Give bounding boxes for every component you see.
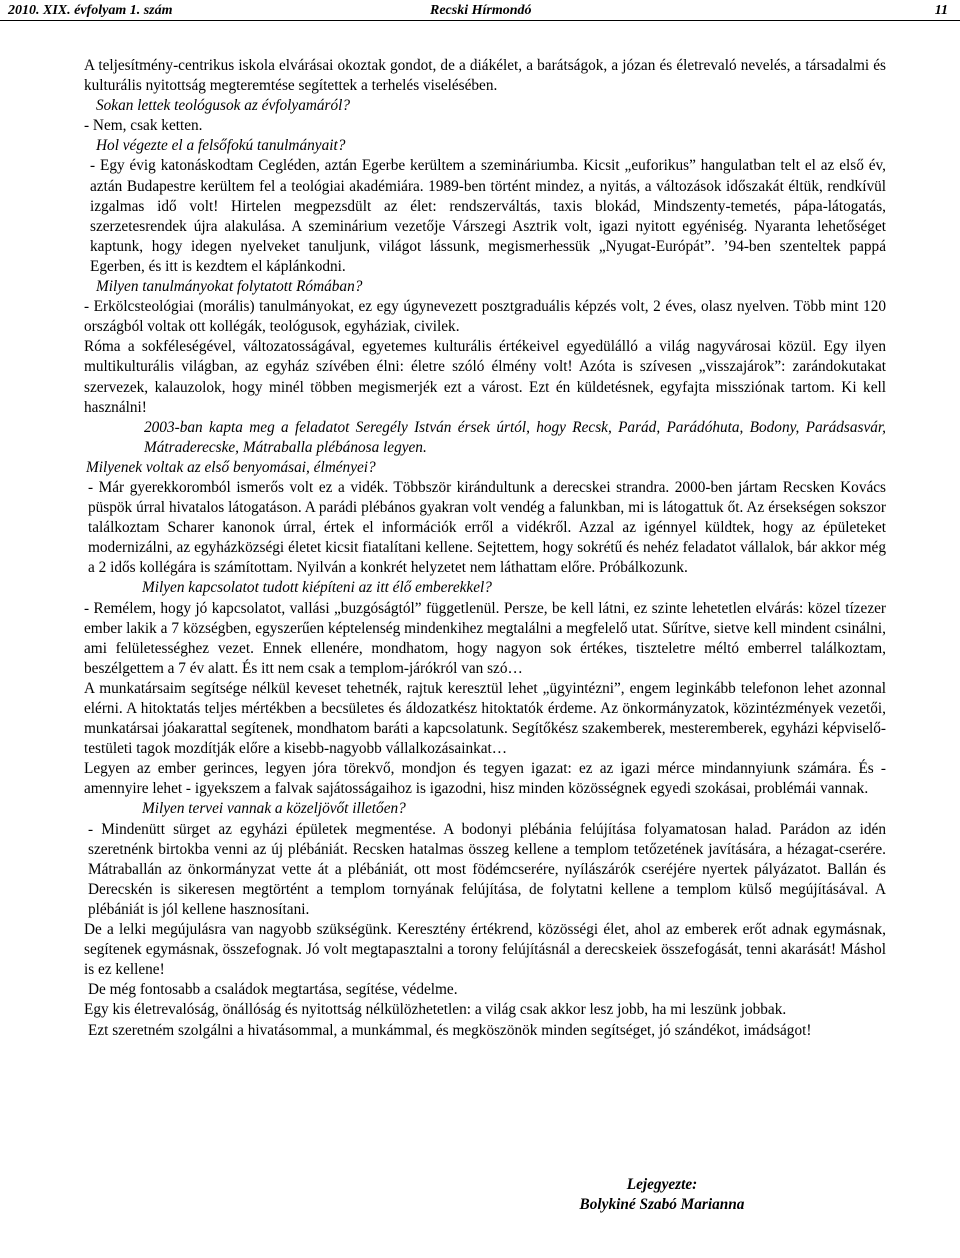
issue-label: 2010. XIX. évfolyam 1. szám <box>8 3 173 18</box>
article-body <box>84 40 886 1041</box>
answer: - Már gyerekkoromból ismerős volt ez a vidék. Többször kirándultunk a derecskei strandra. 2000-ben jártam Recsken Kovács püspök úrral hivatalos látogatáson. A parádi plébános gyakran volt vendég a falunkban, mi is látogattuk őt. Az érsekségen sokszor találkoztam Scharer kanonok úrral, értek el információk erről a vidékről. Azzal az igénnyel küldtek, hogy az épületeket modernizálni, az egyházközségi életet kicsit fiatalítani kellene. Sejtettem, hogy sokrétű és nehéz feladatot vállalok, bár akkor még a 2 idős kollégára is számítottam. Nyilván a konkrét helyzetet nem láthattam előre. Próbálkozunk. <box>88 478 886 577</box>
paragraph: De még fontosabb a családok megtartása, segítése, védelme. <box>88 981 458 999</box>
question: Milyen tervei vannak a közeljövőt illetően? <box>142 800 406 818</box>
answer: - Mindenütt sürget az egyházi épületek megmentése. A bodonyi plébánia felújítása folyamatosan halad. Parádon az idén szeretnénk birtokba venni az új plébániát. Recsken hatalmas összeg kellene a templom tetőzetének javítására, a hézagat-cserére. Mátraballán az önkormányzat vette át a plébániát, ott most födémcserére, nyílászárók cseréjére nyertek pályázatot. Ballán és Derecskén is sikeresen megtörtént a templom tornyának felújítása, de folytatni kellene a templom külső megújításával. A plébániát is jól kellene hasznosítani. <box>88 820 886 918</box>
page-header <box>0 0 960 22</box>
answer: - Erkölcsteológiai (morális) tanulmányokat, ez egy úgynevezett posztgraduális képzés volt, 2 éves, olasz nyelven. Több mint 120 országból voltak ott kollégák, teológusok, egyháziak, civilek. <box>84 298 886 336</box>
signature-name: Bolykiné Szabó Marianna <box>579 1196 745 1214</box>
answer: - Egy évig katonáskodtam Cegléden, aztán Egerbe kerültem a szemináriumba. Kicsit „euforikus” hangulatban telt el az első év, aztán Budapestre kerültem fel a teológiai akadémiára. 1989-ben történt mindez, a nyitás, a változások időszakát éltük, rendkívül izgalmas idő volt! Hirtelen megpezsdült az élet: rendszerváltás, taxis blokád, Mindszenty-temetés, pápa-látogatás, szerzetesrendek újra alakulása. A szeminárium vezetője Várszegi Asztrik volt, igazi nyitott egyéniség. Nyaranta lehetőséget kaptunk, hogy idegen nyelveket tanuljunk, világot lássunk, megismerhessük „Nyugat-Európát”. ’94-ben szenteltek pappá Egerben, és itt is kezdtem el káplánkodni. <box>90 157 886 275</box>
paragraph: De a lelki megújulásra van nagyobb szükségünk. Keresztény értékrend, közösségi élet, ahol az emberek erőt adnak egymásnak, segítenek egymásnak, összefognak. Jó volt megtapasztalni a torony felújításnál a derecskeiek összefogását, tenni akarását! Máshol is ez kellene! <box>84 921 886 979</box>
page-number: 11 <box>934 3 948 18</box>
paragraph: A teljesítmény-centrikus iskola elvárásai okoztak gondot, de a diákélet, a barátságok, a józan és életrevaló nevelés, a társadalmi és kulturális nyitottság megteremtése segítettek a terhelés viselésében. <box>84 57 886 95</box>
paragraph: Egy kis életrevalóság, önállóság és nyitottság nélkülözhetetlen: a világ csak akkor lesz jobb, ha mi leszünk jobbak. <box>84 1001 787 1019</box>
paragraph: A munkatársaim segítsége nélkül keveset tehetnék, rajtuk keresztül lehet „ügyintézni”, engem leginkább telefonon lehet azonnal elérni. A hitoktatás teljes mértékben a becsületes és áldozatkész hitoktatók érdeme. Az önkormányzatok, közintézmények vezetői, munkatársai jóakarattal segítenek, mondhatom baráti a kapcsolatunk. Segítőkész szakemberek, mesteremberek, egyházi képviselő-testületi tagok mozdítják előre a kisebb-nagyobb vállalkozásainkat… <box>84 679 886 758</box>
paragraph: Róma a sokféleségével, változatosságával, egyetemes kulturális értékeivel egyedülálló a világ nagyvárosai közül. Egy ilyen multikulturális világban, az egyház szívében élni: életre szóló élmény volt! Azóta is szívesen „visszajárok”: zarándokutakat szervezek, kalauzolok, hogy minél többen megismerjék ezt a várost. Ezt én küldetésnek, egyfajta missziónak tartom. Ki kell használni! <box>84 338 886 416</box>
paragraph: Ezt szeretném szolgálni a hivatásommal, a munkámmal, és megköszönök minden segítséget, jó szándékot, imádságot! <box>88 1021 812 1039</box>
answer: - Nem, csak ketten. <box>84 117 203 135</box>
question: 2003-ban kapta meg a feladatot Seregély István érsek úrtól, hogy Recsk, Parád, Parádóhuta, Bodony, Parádsasvár, Mátraderecske, Mátraballa plébánosa legyen. <box>144 418 886 456</box>
signature-block <box>512 1175 812 1215</box>
signature-label: Lejegyezte: <box>626 1176 698 1193</box>
journal-title: Recski Hírmondó <box>430 3 532 18</box>
paragraph: Legyen az ember gerinces, legyen jóra törekvő, mondjon és tegyen igazat: ez az igazi mérce mindannyiunk számára. És - amennyire lehet - igyekszem a falvak sajátosságaihoz is igazodni, hisz minden közösségnek egyedi szokásai, problémái vannak. <box>84 760 886 798</box>
question: Sokan lettek teológusok az évfolyamáról? <box>96 97 351 115</box>
answer: - Remélem, hogy jó kapcsolatot, vallási „buzgóságtól” függetlenül. Persze, be kell látni, ez szinte lehetetlen elvárás: közel tízezer ember lakik a 7 községben, egyszerűen képtelenség mindenkihez megtalálni a megfelelő utat. Sűrítve, sietve kell mindent csinálni, ami felületességhez vezet. Ennek ellenére, mondhatom, hogy nagyon sok értékes, tiszteletre méltó emberrel találkoztam, beszélgettem a 7 év alatt. És itt nem csak a templom-járókról van szó… <box>84 599 886 677</box>
question: Hol végezte el a felsőfokú tanulmányait? <box>96 137 346 155</box>
question: Milyenek voltak az első benyomásai, élményei? <box>86 458 376 476</box>
header-rule <box>0 20 960 21</box>
question: Milyen tanulmányokat folytatott Rómában? <box>96 278 363 296</box>
question: Milyen kapcsolatot tudott kiépíteni az itt élő emberekkel? <box>142 579 492 597</box>
